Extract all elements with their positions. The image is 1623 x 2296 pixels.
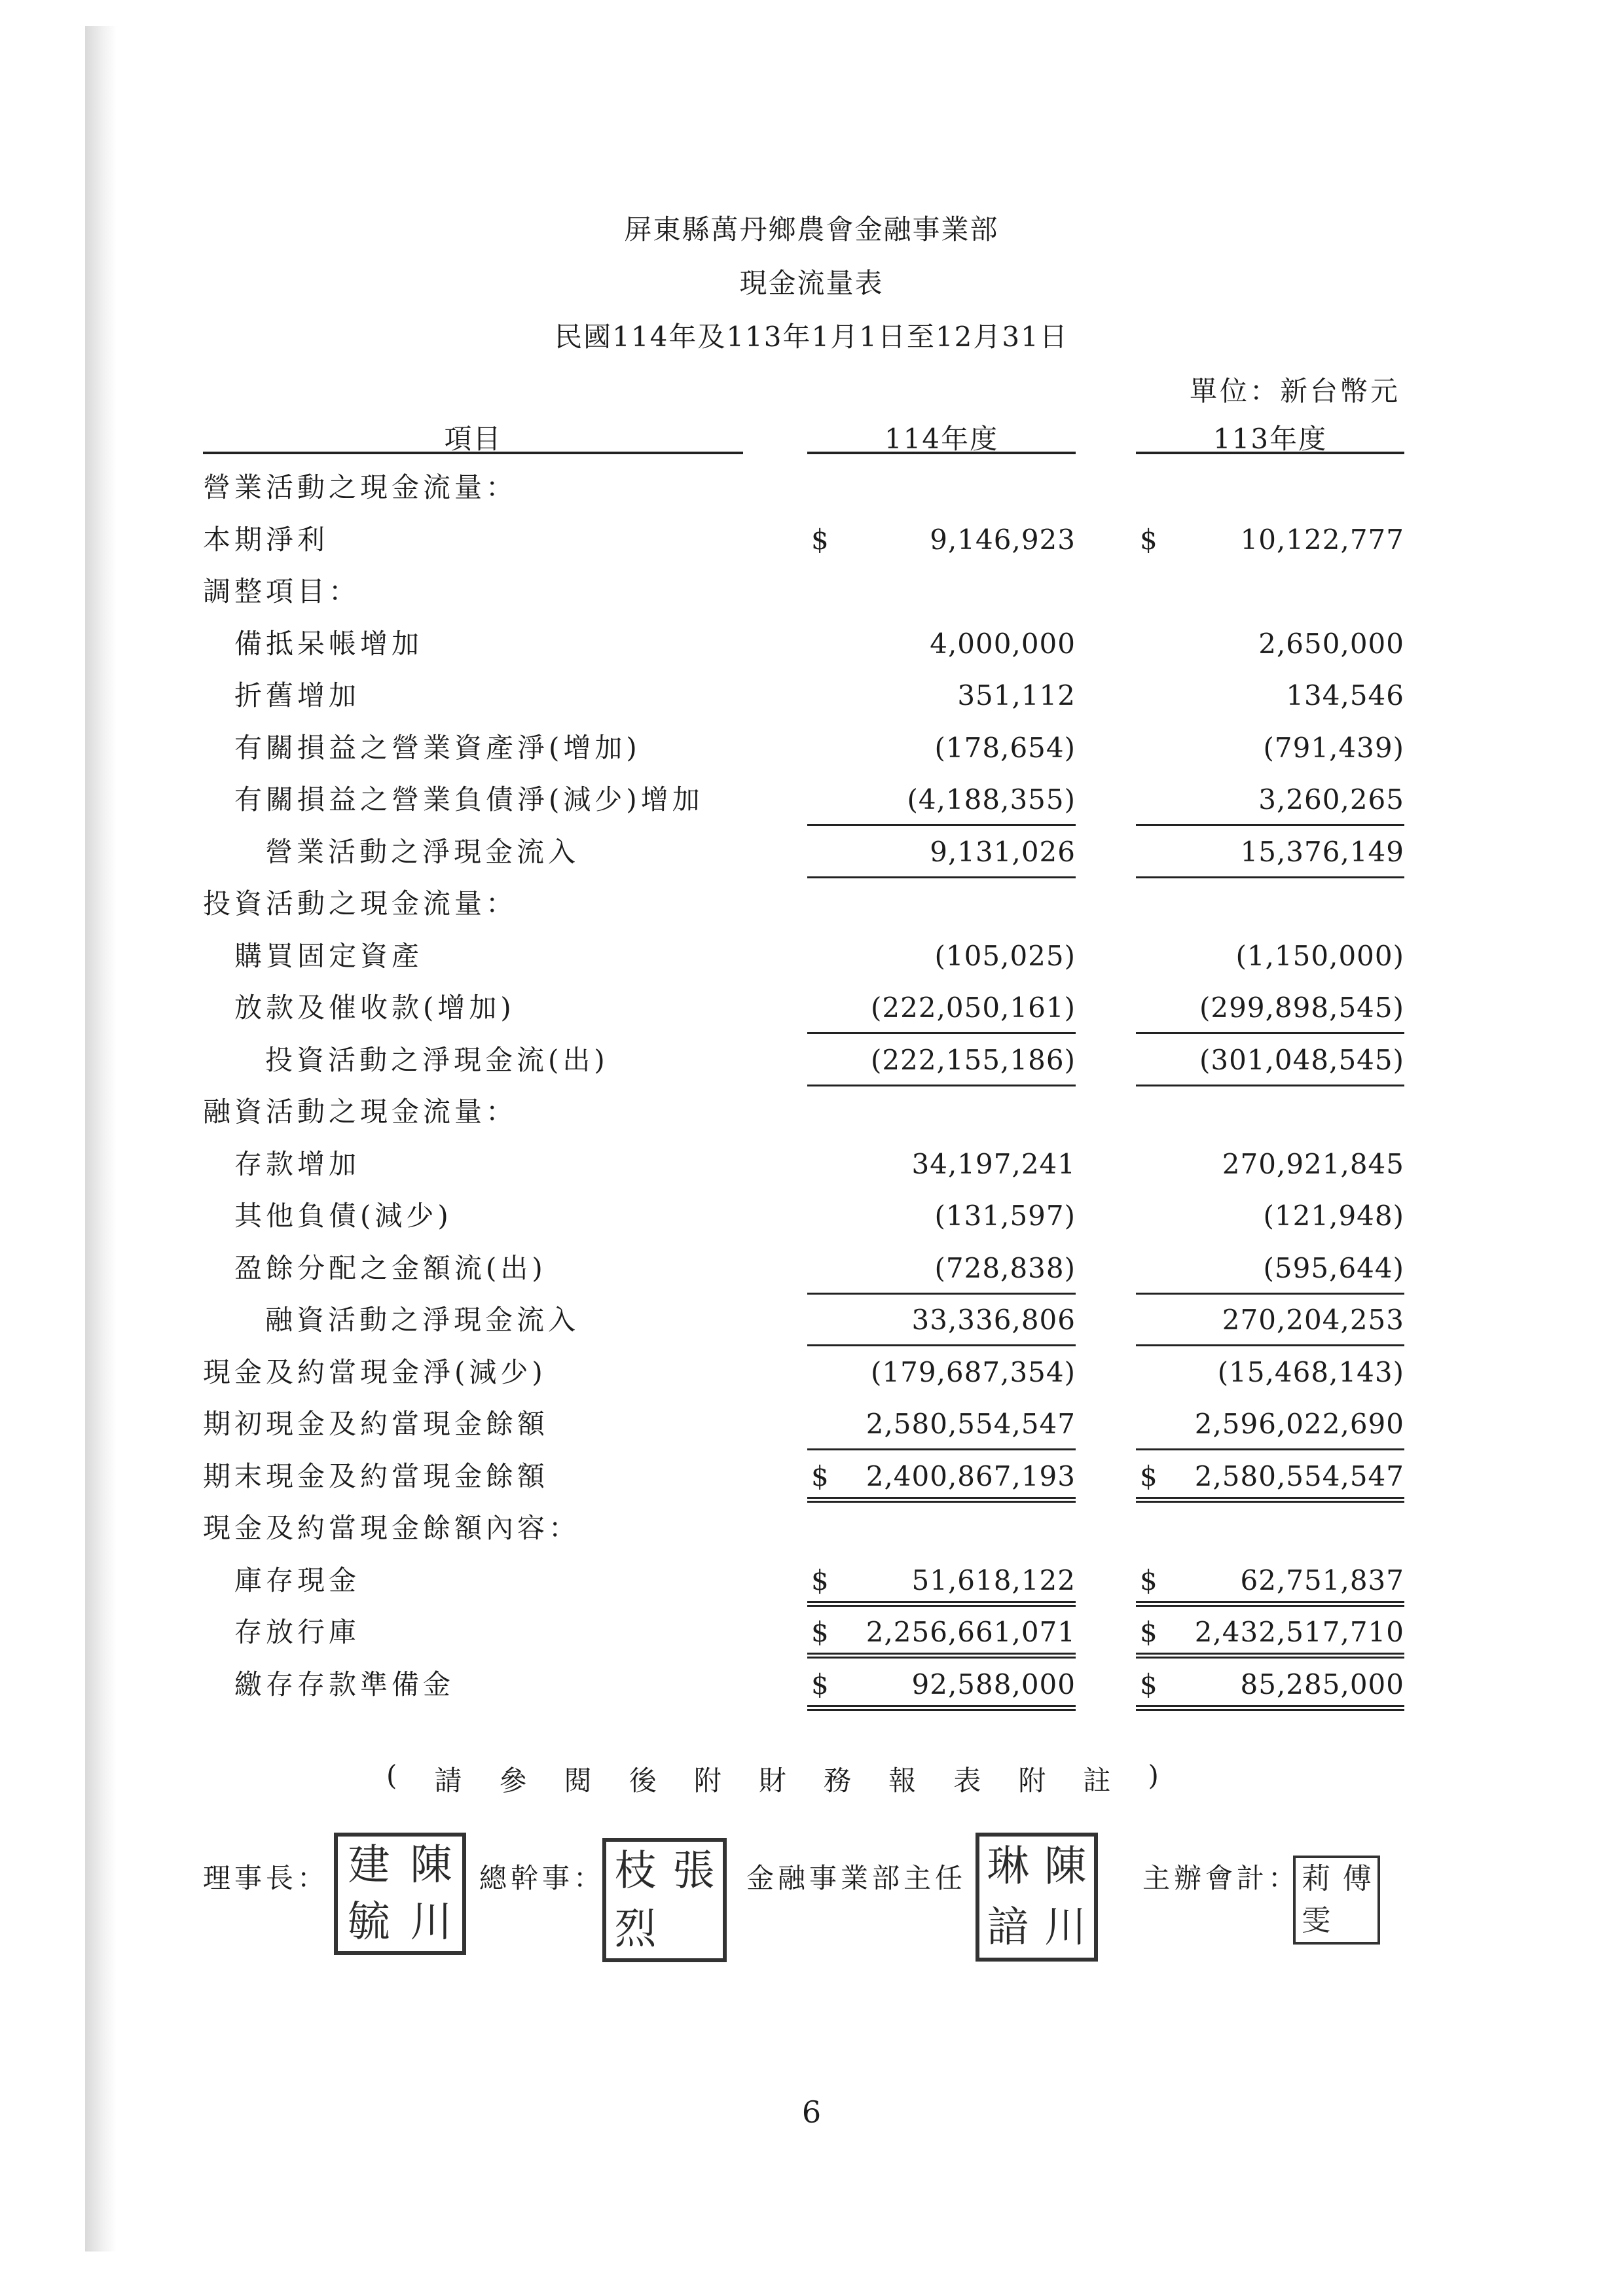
footnote-char: 附 <box>1018 1765 1046 1797</box>
table-row <box>0 565 1623 618</box>
table-row <box>0 1294 1623 1346</box>
currency-unit: 單位：新台幣元 <box>1189 375 1400 407</box>
value-114: (4,188,355) <box>807 774 1076 826</box>
value-114: 33,336,806 <box>807 1294 1076 1346</box>
currency-sign: $ <box>1140 524 1158 556</box>
value-114: $ 2,256,661,071 <box>807 1606 1076 1659</box>
value-114: 9,131,026 <box>807 826 1076 878</box>
footnote-char: 報 <box>888 1765 917 1797</box>
period: 民國114年及113年1月1日至12月31日 <box>555 321 1068 353</box>
footnote-char: 閱 <box>564 1765 592 1797</box>
org-name: 屏東縣萬丹鄉農會金融事業部 <box>624 213 999 245</box>
value-114: $ 92,588,000 <box>807 1659 1076 1711</box>
division-director-seal: 琳 陳 諳 川 <box>976 1833 1098 1962</box>
value-114: 351,112 <box>957 679 1076 711</box>
value-113: (301,048,545) <box>1136 1034 1404 1086</box>
value-114: 34,197,241 <box>911 1148 1076 1180</box>
general-manager-label: 總幹事： <box>479 1862 606 1894</box>
page-number: 6 <box>801 2094 822 2130</box>
row-label: 調整項目： <box>203 575 361 607</box>
column-header-113: 113年度 <box>1213 423 1328 455</box>
table-row <box>0 826 1623 878</box>
footnote-char: 財 <box>758 1765 786 1797</box>
value-113: 2,650,000 <box>1258 628 1404 660</box>
table-row <box>0 618 1623 670</box>
row-label: 期初現金及約當現金餘額 <box>203 1408 549 1440</box>
table-row <box>0 1034 1623 1086</box>
header-rule-item <box>203 452 743 454</box>
value-113: 2,596,022,690 <box>1136 1398 1404 1450</box>
value-114: (222,155,186) <box>807 1034 1076 1086</box>
footnote-char: 請 <box>434 1765 462 1797</box>
currency-sign: $ <box>1140 1460 1158 1492</box>
row-label: 融資活動之現金流量： <box>203 1096 518 1128</box>
general-manager-seal: 枝 張 烈 <box>602 1838 727 1962</box>
table-row <box>0 1398 1623 1450</box>
footnote-char: 附 <box>693 1765 721 1797</box>
table-row <box>0 930 1623 982</box>
value-113: $ 2,580,554,547 <box>1136 1450 1404 1503</box>
row-label: 備抵呆帳增加 <box>234 628 424 660</box>
table-row <box>0 1502 1623 1554</box>
value-114: 4,000,000 <box>930 628 1076 660</box>
table-row <box>0 1086 1623 1138</box>
value-114: (728,838) <box>807 1242 1076 1295</box>
currency-sign: $ <box>1140 1564 1158 1596</box>
row-label: 存款增加 <box>234 1148 361 1180</box>
value-113: $ 10,122,777 <box>1136 514 1404 566</box>
footnote-char: 後 <box>629 1765 657 1797</box>
table-row <box>0 1242 1623 1295</box>
currency-sign: $ <box>811 1460 830 1492</box>
row-label: 其他負債(減少) <box>234 1200 452 1232</box>
row-label: 營業活動之淨現金流入 <box>265 836 580 868</box>
currency-sign: $ <box>1140 1668 1158 1700</box>
table-row <box>0 722 1623 774</box>
value-113: (791,439) <box>1263 732 1404 764</box>
value-114: (105,025) <box>934 940 1076 972</box>
table-row <box>0 461 1623 514</box>
row-label: 期末現金及約當現金餘額 <box>203 1460 549 1492</box>
row-label: 放款及催收款(增加) <box>234 992 515 1024</box>
chairman-label: 理事長： <box>203 1862 329 1894</box>
value-113: 270,921,845 <box>1222 1148 1404 1180</box>
table-row <box>0 1450 1623 1503</box>
footnote <box>386 1759 1159 1799</box>
row-label: 繳存存款準備金 <box>234 1668 455 1700</box>
table-row <box>0 1346 1623 1399</box>
statement-title: 現金流量表 <box>739 267 884 299</box>
value-113: (121,948) <box>1263 1200 1404 1232</box>
value-113: 3,260,265 <box>1136 774 1404 826</box>
currency-sign: $ <box>1140 1616 1158 1648</box>
value-113: $ 62,751,837 <box>1136 1554 1404 1607</box>
value-114: $ 2,400,867,193 <box>807 1450 1076 1503</box>
row-label: 融資活動之淨現金流入 <box>265 1304 580 1336</box>
footnote-char: 參 <box>499 1765 527 1797</box>
division-director-label: 金融事業部主任 <box>746 1862 967 1894</box>
value-114: (131,597) <box>934 1200 1076 1232</box>
value-114: $ 9,146,923 <box>807 514 1076 566</box>
currency-sign: $ <box>811 1616 830 1648</box>
currency-sign: $ <box>811 1564 830 1596</box>
value-113: (595,644) <box>1136 1242 1404 1295</box>
row-label: 購買固定資產 <box>234 940 424 972</box>
footnote-char: ( <box>386 1759 397 1791</box>
row-label: 庫存現金 <box>234 1564 361 1596</box>
column-header-item: 項目 <box>444 423 502 455</box>
footnote-char: 務 <box>824 1765 852 1797</box>
row-label: 營業活動之現金流量： <box>203 471 518 503</box>
value-114: (178,654) <box>934 732 1076 764</box>
value-113: 15,376,149 <box>1136 826 1404 878</box>
currency-sign: $ <box>811 1668 830 1700</box>
row-label: 有關損益之營業負債淨(減少)增加 <box>234 783 704 816</box>
table-row <box>0 1606 1623 1659</box>
value-113: (299,898,545) <box>1136 982 1404 1034</box>
value-113: $ 85,285,000 <box>1136 1659 1404 1711</box>
value-113: 270,204,253 <box>1136 1294 1404 1346</box>
currency-sign: $ <box>811 524 830 556</box>
column-header-114: 114年度 <box>884 423 999 455</box>
chief-accountant-label: 主辦會計： <box>1142 1862 1300 1894</box>
header-rule-114 <box>807 452 1076 454</box>
table-row <box>0 774 1623 826</box>
value-114: 2,580,554,547 <box>807 1398 1076 1450</box>
row-label: 有關損益之營業資產淨(增加) <box>234 732 641 764</box>
value-113: $ 2,432,517,710 <box>1136 1606 1404 1659</box>
table-row <box>0 1554 1623 1607</box>
value-114: (179,687,354) <box>871 1356 1076 1388</box>
row-label: 存放行庫 <box>234 1616 361 1648</box>
footnote-char: 註 <box>1083 1765 1111 1797</box>
header-rule-113 <box>1136 452 1404 454</box>
row-label: 投資活動之淨現金流(出) <box>265 1044 609 1076</box>
row-label: 折舊增加 <box>234 679 361 711</box>
value-113: 134,546 <box>1286 679 1404 711</box>
table-row <box>0 878 1623 930</box>
table-row <box>0 1190 1623 1242</box>
table-row <box>0 982 1623 1034</box>
footnote-char: ) <box>1148 1759 1159 1791</box>
table-row <box>0 670 1623 722</box>
chairman-seal: 建 陳 毓 川 <box>334 1833 466 1955</box>
footnote-char: 表 <box>953 1765 981 1797</box>
value-114: $ 51,618,122 <box>807 1554 1076 1607</box>
table-row <box>0 514 1623 566</box>
row-label: 本期淨利 <box>203 524 329 556</box>
value-114: (222,050,161) <box>807 982 1076 1034</box>
value-113: (1,150,000) <box>1235 940 1404 972</box>
chief-accountant-seal: 莉 傅 雯 <box>1293 1856 1380 1945</box>
row-label: 盈餘分配之金額流(出) <box>234 1252 547 1284</box>
row-label: 現金及約當現金餘額內容： <box>203 1512 581 1544</box>
value-113: (15,468,143) <box>1217 1356 1404 1388</box>
row-label: 投資活動之現金流量： <box>203 888 518 920</box>
table-row <box>0 1138 1623 1191</box>
row-label: 現金及約當現金淨(減少) <box>203 1356 547 1388</box>
table-row <box>0 1659 1623 1711</box>
